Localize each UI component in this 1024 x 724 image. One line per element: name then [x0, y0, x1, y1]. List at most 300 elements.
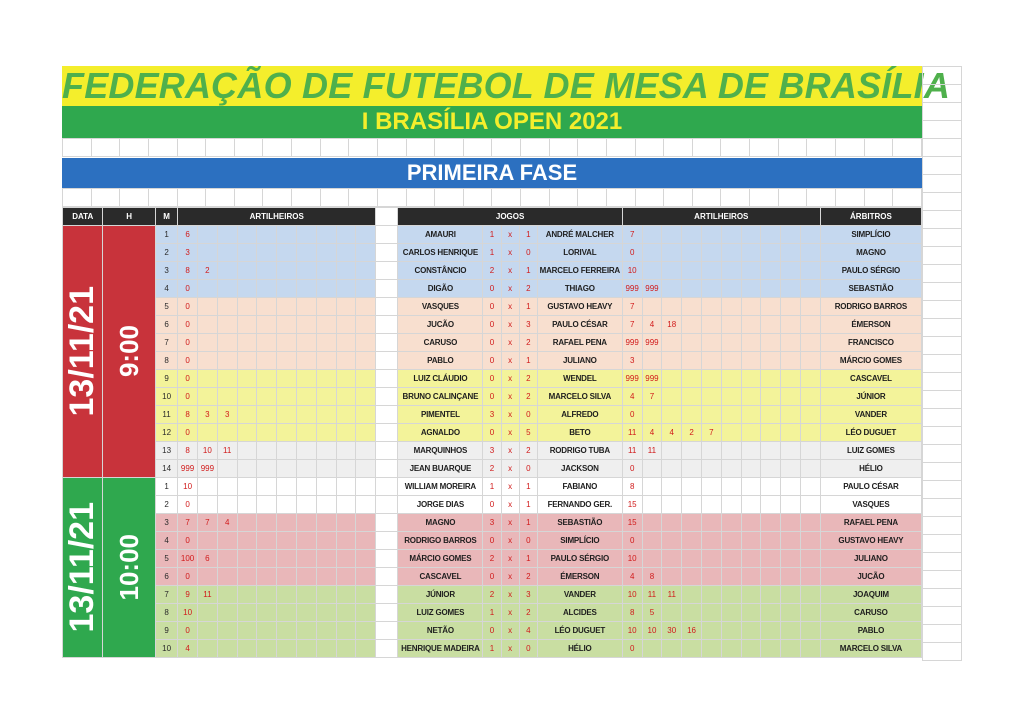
- right-scorer-cell: 15: [622, 496, 642, 514]
- left-scorer-cell: [336, 640, 356, 658]
- right-scorer-cell: [741, 460, 761, 478]
- left-scorer-cell: [277, 334, 297, 352]
- match-row: [63, 460, 922, 478]
- right-scorer-cell: 8: [622, 478, 642, 496]
- left-scorer-cell: [316, 334, 336, 352]
- grid-cell: [923, 589, 962, 607]
- away-goals: 0: [519, 640, 537, 658]
- left-scorer-cell: [356, 316, 376, 334]
- home-goals: 3: [483, 514, 501, 532]
- left-scorer-cell: 0: [178, 424, 198, 442]
- grid-cell: [721, 189, 750, 207]
- left-scorer-cell: [296, 568, 316, 586]
- right-scorer-cell: [662, 262, 682, 280]
- left-scorer-cell: [356, 460, 376, 478]
- right-scorer-cell: [642, 460, 662, 478]
- home-team: PIMENTEL: [398, 406, 483, 424]
- grid-cell: [923, 643, 962, 661]
- left-scorer-cell: [316, 514, 336, 532]
- home-goals: 0: [483, 334, 501, 352]
- gap-cell: [376, 316, 398, 334]
- left-scorer-cell: [237, 586, 257, 604]
- left-scorer-cell: [237, 460, 257, 478]
- home-goals: 2: [483, 550, 501, 568]
- right-scorer-cell: [781, 226, 801, 244]
- match-row: [63, 622, 922, 640]
- right-scorer-cell: [761, 352, 781, 370]
- grid-cell: [923, 229, 962, 247]
- gap-cell: [376, 388, 398, 406]
- right-scorer-cell: [721, 532, 741, 550]
- home-goals: 0: [483, 388, 501, 406]
- away-team: RAFAEL PENA: [537, 334, 622, 352]
- right-scorer-cell: [741, 316, 761, 334]
- away-goals: 2: [519, 370, 537, 388]
- left-scorer-cell: [336, 460, 356, 478]
- referee: FRANCISCO: [820, 334, 921, 352]
- grid-cell: [923, 337, 962, 355]
- right-scorer-cell: [741, 406, 761, 424]
- header-date: DATA: [63, 208, 103, 226]
- gap-cell: [376, 370, 398, 388]
- away-goals: 1: [519, 226, 537, 244]
- right-scorer-cell: [761, 478, 781, 496]
- right-scorer-cell: [781, 622, 801, 640]
- home-team: PABLO: [398, 352, 483, 370]
- left-scorer-cell: 8: [178, 262, 198, 280]
- right-scorer-cell: [642, 514, 662, 532]
- right-scorer-cell: [800, 226, 820, 244]
- right-scorer-cell: [701, 496, 721, 514]
- grid-cell: [635, 139, 664, 157]
- left-scorer-cell: [277, 316, 297, 334]
- left-scorer-cell: [336, 514, 356, 532]
- header-scorers-right: ARTILHEIROS: [622, 208, 820, 226]
- referee: CASCAVEL: [820, 370, 921, 388]
- right-scorer-cell: [701, 640, 721, 658]
- grid-cell: [63, 139, 92, 157]
- right-scorer-cell: [682, 280, 702, 298]
- right-scorer-cell: [781, 442, 801, 460]
- left-scorer-cell: [336, 406, 356, 424]
- grid-cell: [923, 535, 962, 553]
- right-scorer-cell: [682, 334, 702, 352]
- left-scorer-cell: [237, 478, 257, 496]
- away-goals: 2: [519, 442, 537, 460]
- left-scorer-cell: [336, 370, 356, 388]
- left-scorer-cell: [197, 424, 217, 442]
- away-team: JULIANO: [537, 352, 622, 370]
- right-scorer-cell: [682, 442, 702, 460]
- grid-cell: [778, 189, 807, 207]
- gap-cell: [376, 550, 398, 568]
- left-scorer-cell: [197, 280, 217, 298]
- right-scorer-cell: [721, 496, 741, 514]
- left-scorer-cell: [316, 586, 336, 604]
- left-scorer-cell: [277, 640, 297, 658]
- right-scorer-cell: [761, 532, 781, 550]
- away-team: LORIVAL: [537, 244, 622, 262]
- right-scorer-cell: 999: [642, 280, 662, 298]
- right-scorer-cell: [741, 388, 761, 406]
- left-scorer-cell: 11: [197, 586, 217, 604]
- match-row: [63, 550, 922, 568]
- versus-mark: x: [501, 226, 519, 244]
- right-scorer-cell: [741, 478, 761, 496]
- right-scorer-cell: 7: [622, 298, 642, 316]
- right-scorer-cell: 11: [622, 424, 642, 442]
- home-team: RODRIGO BARROS: [398, 532, 483, 550]
- header-referees: ÁRBITROS: [820, 208, 921, 226]
- away-team: RODRIGO TUBA: [537, 442, 622, 460]
- right-scorer-cell: [682, 640, 702, 658]
- left-scorer-cell: [356, 226, 376, 244]
- right-scorer-cell: [642, 226, 662, 244]
- right-scorer-cell: 999: [622, 370, 642, 388]
- left-scorer-cell: [217, 532, 237, 550]
- left-scorer-cell: 0: [178, 568, 198, 586]
- away-team: ALFREDO: [537, 406, 622, 424]
- right-scorer-cell: [781, 514, 801, 532]
- right-scorer-cell: [800, 442, 820, 460]
- right-scorer-cell: [800, 550, 820, 568]
- right-scorer-cell: [682, 514, 702, 532]
- grid-cell: [606, 139, 635, 157]
- home-team: JÚNIOR: [398, 586, 483, 604]
- left-scorer-cell: [356, 442, 376, 460]
- right-scorer-cell: [761, 550, 781, 568]
- right-scorer-cell: [800, 262, 820, 280]
- right-scorer-cell: 10: [622, 262, 642, 280]
- right-scorer-cell: [781, 316, 801, 334]
- away-goals: 2: [519, 388, 537, 406]
- grid-cell: [923, 319, 962, 337]
- grid-cell: [923, 553, 962, 571]
- right-scorer-cell: [761, 460, 781, 478]
- right-scorer-cell: 999: [642, 334, 662, 352]
- match-number: 3: [155, 262, 177, 280]
- away-team: PAULO SÉRGIO: [537, 550, 622, 568]
- right-scorer-cell: [800, 244, 820, 262]
- left-scorer-cell: [197, 352, 217, 370]
- left-scorer-cell: [217, 298, 237, 316]
- left-scorer-cell: [257, 532, 277, 550]
- match-row: [63, 226, 922, 244]
- match-number: 7: [155, 334, 177, 352]
- left-scorer-cell: [296, 586, 316, 604]
- right-scorer-cell: 10: [622, 622, 642, 640]
- gap-cell: [376, 532, 398, 550]
- left-scorer-cell: [197, 388, 217, 406]
- grid-cell: [91, 139, 120, 157]
- away-team: SIMPLÍCIO: [537, 532, 622, 550]
- grid-cell: [320, 139, 349, 157]
- right-scorer-cell: [761, 586, 781, 604]
- home-team: CONSTÂNCIO: [398, 262, 483, 280]
- home-team: AMAURI: [398, 226, 483, 244]
- grid-cell: [923, 157, 962, 175]
- left-scorer-cell: [356, 640, 376, 658]
- right-scorer-cell: [682, 406, 702, 424]
- referee: VANDER: [820, 406, 921, 424]
- right-scorer-cell: [800, 370, 820, 388]
- gap-cell: [376, 226, 398, 244]
- left-scorer-cell: [257, 424, 277, 442]
- left-scorer-cell: [336, 226, 356, 244]
- away-team: FABIANO: [537, 478, 622, 496]
- referee: PABLO: [820, 622, 921, 640]
- right-scorer-cell: [761, 334, 781, 352]
- grid-cell: [835, 139, 864, 157]
- left-scorer-cell: [316, 568, 336, 586]
- grid-cell: [778, 139, 807, 157]
- match-number: 6: [155, 316, 177, 334]
- away-team: VANDER: [537, 586, 622, 604]
- right-scorer-cell: 4: [642, 424, 662, 442]
- left-scorer-cell: [237, 244, 257, 262]
- right-scorer-cell: [701, 460, 721, 478]
- right-scorer-cell: [800, 406, 820, 424]
- date-cell: [63, 226, 103, 478]
- left-scorer-cell: [237, 568, 257, 586]
- left-scorer-cell: [316, 406, 336, 424]
- left-scorer-cell: [316, 352, 336, 370]
- left-scorer-cell: [257, 316, 277, 334]
- left-scorer-cell: [356, 334, 376, 352]
- left-scorer-cell: 100: [178, 550, 198, 568]
- header-scorers-left: ARTILHEIROS: [178, 208, 376, 226]
- left-scorer-cell: [237, 550, 257, 568]
- grid-cell: [923, 373, 962, 391]
- referee: MARCELO SILVA: [820, 640, 921, 658]
- left-scorer-cell: 11: [217, 442, 237, 460]
- right-scorer-cell: [662, 514, 682, 532]
- gap-cell: [376, 280, 398, 298]
- right-scorer-cell: 0: [622, 460, 642, 478]
- left-scorer-cell: [356, 406, 376, 424]
- left-scorer-cell: [197, 496, 217, 514]
- grid-cell: [923, 607, 962, 625]
- left-scorer-cell: [257, 640, 277, 658]
- right-scorer-cell: [800, 532, 820, 550]
- right-scorer-cell: [662, 442, 682, 460]
- left-scorer-cell: 0: [178, 316, 198, 334]
- referee: SEBASTIÃO: [820, 280, 921, 298]
- left-scorer-cell: [277, 424, 297, 442]
- right-scorer-cell: [781, 388, 801, 406]
- left-scorer-cell: [217, 370, 237, 388]
- left-scorer-cell: [237, 262, 257, 280]
- left-scorer-cell: [217, 334, 237, 352]
- left-scorer-cell: [336, 586, 356, 604]
- left-scorer-cell: [217, 622, 237, 640]
- left-scorer-cell: [257, 568, 277, 586]
- left-scorer-cell: [257, 244, 277, 262]
- left-scorer-cell: [197, 604, 217, 622]
- home-goals: 1: [483, 604, 501, 622]
- home-goals: 3: [483, 406, 501, 424]
- away-team: ALCIDES: [537, 604, 622, 622]
- right-scorer-cell: [800, 424, 820, 442]
- date-label: 13/11/21: [63, 502, 102, 633]
- match-row: [63, 316, 922, 334]
- left-scorer-cell: 2: [197, 262, 217, 280]
- right-scorer-cell: [662, 460, 682, 478]
- match-number: 4: [155, 532, 177, 550]
- left-scorer-cell: [277, 460, 297, 478]
- grid-cell: [206, 139, 235, 157]
- grid-cell: [578, 189, 607, 207]
- left-scorer-cell: [197, 622, 217, 640]
- right-scorer-cell: [761, 442, 781, 460]
- right-scorer-cell: [701, 604, 721, 622]
- left-scorer-cell: [316, 640, 336, 658]
- right-scorer-cell: [682, 298, 702, 316]
- referee: VASQUES: [820, 496, 921, 514]
- right-scorer-cell: [721, 244, 741, 262]
- tournament-title: I BRASÍLIA OPEN 2021: [62, 106, 922, 138]
- right-scorer-cell: [781, 298, 801, 316]
- left-scorer-cell: [356, 244, 376, 262]
- right-scorer-cell: [761, 622, 781, 640]
- left-scorer-cell: [217, 496, 237, 514]
- home-goals: 0: [483, 370, 501, 388]
- left-scorer-cell: 0: [178, 298, 198, 316]
- grid-cell: [435, 189, 464, 207]
- right-scorer-cell: [781, 640, 801, 658]
- referee: PAULO SÉRGIO: [820, 262, 921, 280]
- grid-cell: [750, 189, 779, 207]
- grid-cell: [91, 189, 120, 207]
- right-scorer-cell: [662, 388, 682, 406]
- right-scorer-cell: [761, 424, 781, 442]
- left-scorer-cell: [237, 640, 257, 658]
- right-scorer-cell: [721, 226, 741, 244]
- right-scorer-cell: [741, 532, 761, 550]
- home-team: CARUSO: [398, 334, 483, 352]
- versus-mark: x: [501, 244, 519, 262]
- right-scorer-cell: [800, 280, 820, 298]
- versus-mark: x: [501, 604, 519, 622]
- right-scorer-cell: [721, 622, 741, 640]
- left-scorer-cell: [277, 532, 297, 550]
- grid-cell: [864, 189, 893, 207]
- grid-cell: [692, 139, 721, 157]
- right-scorer-cell: [800, 316, 820, 334]
- header-match: M: [155, 208, 177, 226]
- left-scorer-cell: [257, 226, 277, 244]
- grid-cell: [206, 189, 235, 207]
- left-scorer-cell: [257, 586, 277, 604]
- grid-cell: [406, 189, 435, 207]
- grid-cell: [492, 189, 521, 207]
- away-team: ANDRÉ MALCHER: [537, 226, 622, 244]
- grid-cell: [923, 283, 962, 301]
- right-scorer-cell: [642, 262, 662, 280]
- referee: JULIANO: [820, 550, 921, 568]
- right-scorer-cell: [761, 262, 781, 280]
- grid-cell: [923, 175, 962, 193]
- referee: JUCÃO: [820, 568, 921, 586]
- match-number: 5: [155, 550, 177, 568]
- right-scorer-cell: [761, 226, 781, 244]
- referee: ÉMERSON: [820, 316, 921, 334]
- left-scorer-cell: [296, 496, 316, 514]
- left-scorer-cell: [197, 640, 217, 658]
- right-scorer-cell: [800, 496, 820, 514]
- right-scorer-cell: [761, 640, 781, 658]
- right-scorer-cell: 4: [662, 424, 682, 442]
- gap-cell: [376, 424, 398, 442]
- right-scorer-cell: [721, 604, 741, 622]
- left-scorer-cell: [296, 280, 316, 298]
- versus-mark: x: [501, 424, 519, 442]
- right-scorer-cell: [682, 352, 702, 370]
- left-scorer-cell: [237, 604, 257, 622]
- left-scorer-cell: [336, 352, 356, 370]
- match-row: [63, 370, 922, 388]
- left-scorer-cell: [356, 388, 376, 406]
- left-scorer-cell: [217, 280, 237, 298]
- gap-cell: [376, 244, 398, 262]
- right-scorer-cell: [781, 370, 801, 388]
- left-scorer-cell: [237, 442, 257, 460]
- right-scorer-cell: [741, 262, 761, 280]
- grid-cell: [377, 139, 406, 157]
- left-scorer-cell: [197, 370, 217, 388]
- right-scorer-cell: [701, 334, 721, 352]
- referee: SIMPLÍCIO: [820, 226, 921, 244]
- right-scorer-cell: [701, 316, 721, 334]
- versus-mark: x: [501, 478, 519, 496]
- right-scorer-cell: [701, 280, 721, 298]
- right-scorer-cell: [662, 550, 682, 568]
- grid-cell: [923, 391, 962, 409]
- left-scorer-cell: [217, 244, 237, 262]
- match-row: [63, 586, 922, 604]
- left-scorer-cell: [217, 586, 237, 604]
- right-scorer-cell: [662, 334, 682, 352]
- away-goals: 0: [519, 460, 537, 478]
- grid-cell: [807, 139, 836, 157]
- home-team: JEAN BUARQUE: [398, 460, 483, 478]
- match-number: 2: [155, 496, 177, 514]
- left-scorer-cell: [197, 226, 217, 244]
- left-scorer-cell: [257, 388, 277, 406]
- left-scorer-cell: [296, 316, 316, 334]
- grid-cell: [893, 139, 922, 157]
- match-number: 10: [155, 388, 177, 406]
- left-scorer-cell: [316, 370, 336, 388]
- grid-cell: [234, 189, 263, 207]
- versus-mark: x: [501, 532, 519, 550]
- left-scorer-cell: 3: [178, 244, 198, 262]
- left-scorer-cell: [257, 334, 277, 352]
- right-scorer-cell: [741, 622, 761, 640]
- right-scorer-cell: [721, 568, 741, 586]
- right-scorer-cell: [721, 442, 741, 460]
- left-scorer-cell: [197, 334, 217, 352]
- right-scorer-cell: 11: [642, 586, 662, 604]
- grid-cell: [923, 247, 962, 265]
- left-scorer-cell: 999: [197, 460, 217, 478]
- gap-cell: [376, 334, 398, 352]
- right-scorer-cell: [741, 550, 761, 568]
- away-goals: 2: [519, 334, 537, 352]
- right-scorer-cell: [662, 406, 682, 424]
- grid-cell: [263, 139, 292, 157]
- left-scorer-cell: [277, 604, 297, 622]
